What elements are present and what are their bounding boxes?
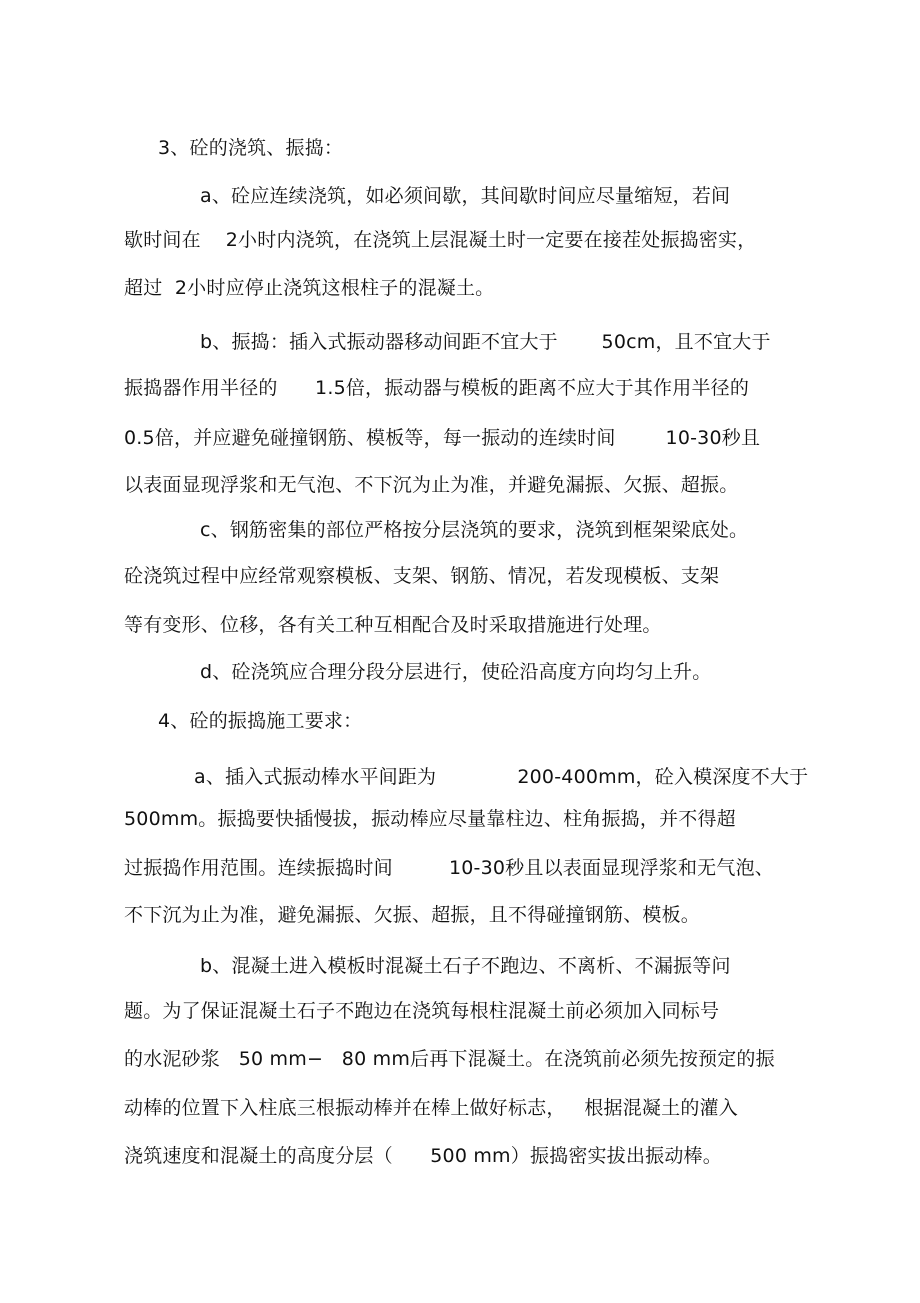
paragraph-line: a、砼应连续浇筑，如必须间歇，其间歇时间应尽量缩短，若间: [200, 185, 731, 207]
paragraph-line: 动棒的位置下入柱底三根振动棒并在棒上做好标志， 根据混凝土的灌入: [124, 1097, 738, 1119]
paragraph-line: 以表面显现浮浆和无气泡、不下沉为止为准，并避免漏振、欠振、超振。: [124, 474, 739, 496]
paragraph-line: 振捣器作用半径的 1.5倍，振动器与模板的距离不应大于其作用半径的: [124, 377, 750, 399]
paragraph-line: 的水泥砂浆 50 mm− 80 mm后再下混凝土。在浇筑前必须先按预定的振: [124, 1048, 775, 1070]
paragraph-line: 0.5倍，并应避免碰撞钢筋、模板等，每一振动的连续时间 10-30秒且: [124, 427, 761, 449]
paragraph-line: a、插入式振动棒水平间距为 200-400mm，砼入模深度不大于: [194, 766, 809, 788]
section-3-heading: 3、砼的浇筑、振捣：: [158, 137, 344, 159]
paragraph-line: 等有变形、位移，各有关工种互相配合及时采取措施进行处理。: [124, 614, 662, 636]
paragraph-line: b、振捣：插入式振动器移动间距不宜大于 50cm，且不宜大于: [200, 331, 771, 353]
section-4-heading: 4、砼的振捣施工要求：: [158, 710, 363, 732]
paragraph-line: c、钢筋密集的部位严格按分层浇筑的要求，浇筑到框架梁底处。: [200, 519, 749, 541]
paragraph-line: 题。为了保证混凝土石子不跑边在浇筑每根柱混凝土前必须加入同标号: [124, 1000, 720, 1022]
paragraph-line: b、混凝土进入模板时混凝土石子不跑边、不离析、不漏振等问: [200, 955, 731, 977]
paragraph-line: 不下沉为止为准，避免漏振、欠振、超振，且不得碰撞钢筋、模板。: [124, 904, 701, 926]
paragraph-line: 浇筑速度和混凝土的高度分层（ 500 mm）振捣密实拔出振动棒。: [124, 1145, 722, 1167]
paragraph-line: 500mm。振捣要快插慢拔，振动棒应尽量靠柱边、柱角振捣，并不得超: [124, 808, 736, 830]
paragraph-line: 砼浇筑过程中应经常观察模板、支架、钢筋、情况，若发现模板、支架: [124, 565, 720, 587]
paragraph-line: 过振捣作用范围。连续振捣时间 10-30秒且以表面显现浮浆和无气泡、: [124, 857, 774, 879]
paragraph-line: d、砼浇筑应合理分段分层进行，使砼沿高度方向均匀上升。: [200, 661, 712, 683]
paragraph-line: 歇时间在 2小时内浇筑，在浇筑上层混凝土时一定要在接茬处振捣密实，: [124, 229, 757, 251]
paragraph-line: 超过 2小时应停止浇筑这根柱子的混凝土。: [124, 277, 495, 299]
